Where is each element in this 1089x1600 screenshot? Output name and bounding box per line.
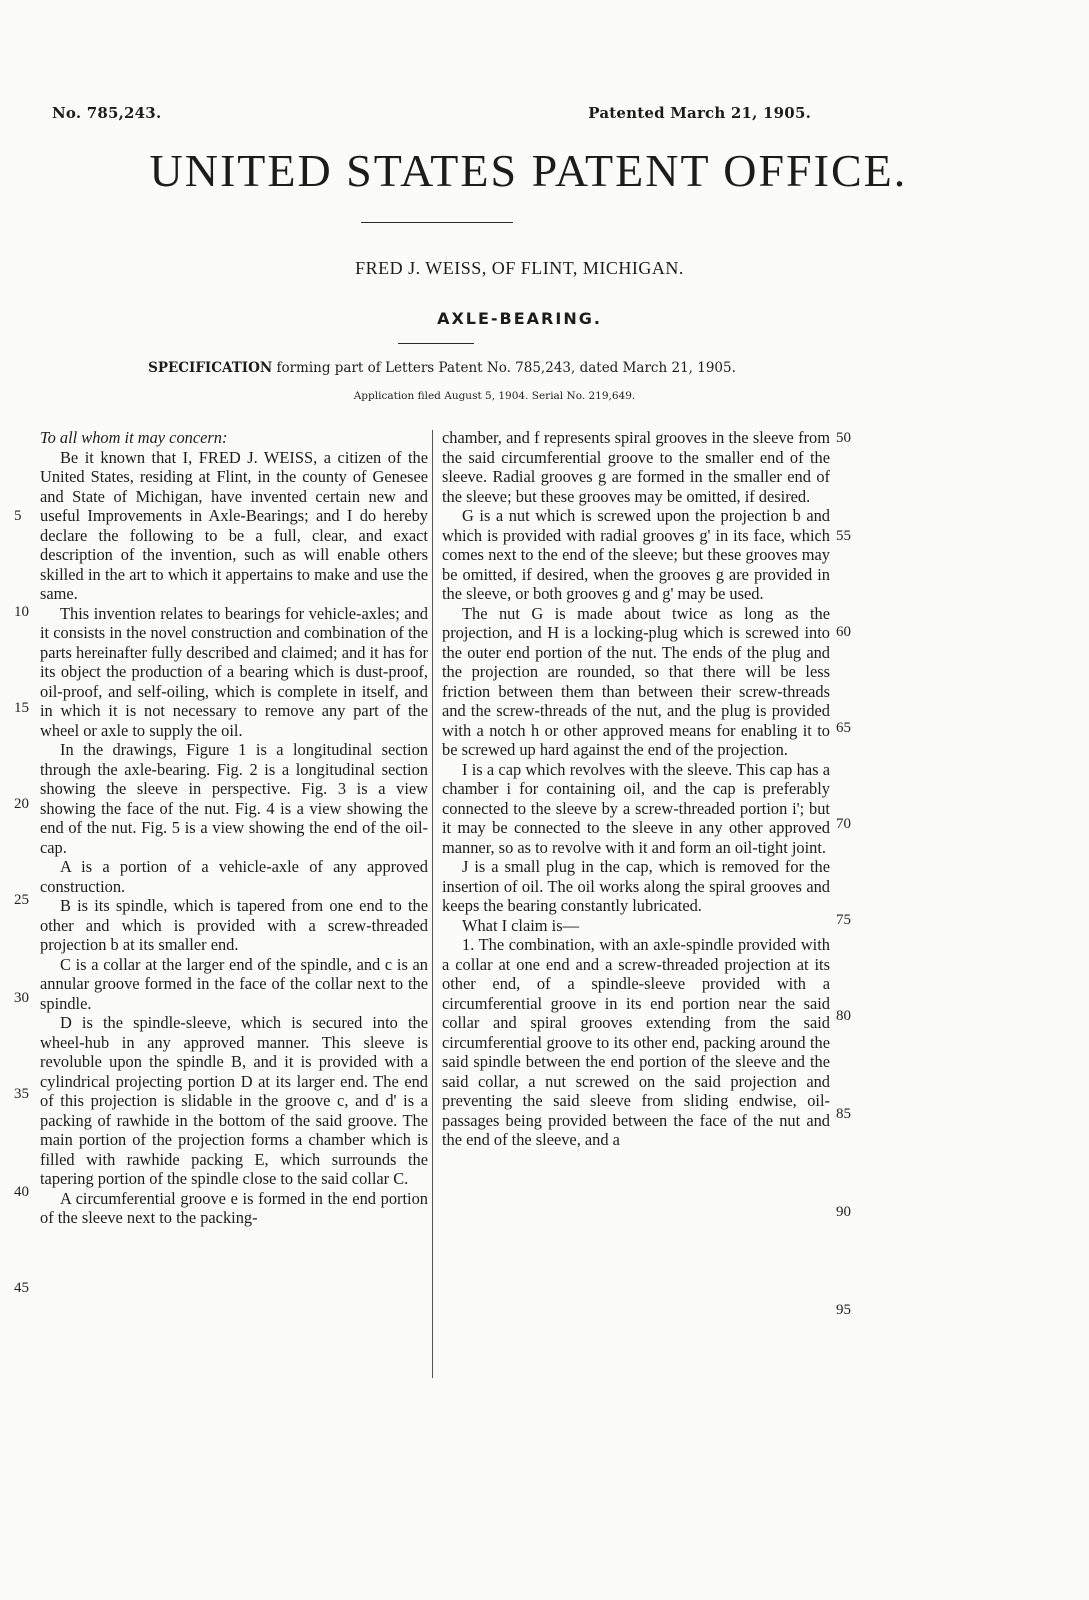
paragraph: chamber, and f represents spiral grooves in the sleeve from the said circumferential groove to the smaller end of the sleeve. Radial grooves g are formed in the smaller end of the sleeve; but these grooves may be omitted, if desired.: [442, 428, 830, 506]
paragraph: C is a collar at the larger end of the spindle, and c is an annular groove formed in the face of the collar next to the spindle.: [40, 954, 428, 1013]
line-number: 70: [836, 816, 851, 832]
line-number: 95: [836, 1302, 851, 1318]
claim-1: 1. The combination, with an axle-spindle provided with a collar at one end and a screw-threaded projection at its other end, of a spindle-sleeve provided with a circumferential groove in its end portion near the said collar and spiral grooves extending from the said circumferential groove to its other end, packing around the said spindle between the end portion of the sleeve and the said collar, a nut screwed on the said projection and preventing the said sleeve from sliding endwise, oil-passages being provided between the face of the nut and the end of the sleeve, and a: [442, 935, 830, 1149]
line-number: 40: [14, 1184, 29, 1200]
line-number: 85: [836, 1106, 851, 1122]
line-number: 55: [836, 528, 851, 544]
line-number: 65: [836, 720, 851, 736]
paragraph: J is a small plug in the cap, which is removed for the insertion of oil. The oil works along the spiral grooves and keeps the bearing constantly lubricated.: [442, 857, 830, 915]
line-number: 60: [836, 624, 851, 640]
paragraph: In the drawings, Figure 1 is a longitudinal section through the axle-bearing. Fig. 2 is a longitudinal section showing the sleeve in perspective. Fig. 3 is a view showing the face of the nut. Fig. 4 is a view showing the end of the nut. Fig. 5 is a view showing the end of the oil-cap.: [40, 740, 428, 857]
application-text: Application filed August 5, 1904. Serial No. 219,649.: [353, 390, 636, 402]
specification-line: [92, 360, 792, 376]
patent-number: No. 785,243.: [52, 104, 162, 122]
invention-title-text: AXLE-BEARING.: [437, 309, 602, 328]
paragraph: The nut G is made about twice as long as the projection, and H is a locking-plug which is screwed into the outer end portion of the nut. The ends of the plug and the projection are rounded, so that there will be less friction between them than between their screw-threads and the screw-threads of the nut, and the plug is provided with a notch h or other approved means for enabling it to be screwed up hard against the end of the projection.: [442, 603, 830, 759]
line-number: 20: [14, 796, 29, 812]
line-number: 10: [14, 604, 29, 620]
paragraph: This invention relates to bearings for vehicle-axles; and it consists in the novel construction and combination of the parts hereinafter fully described and claimed; and it has for its object the production of a bearing which is dust-proof, oil-proof, and self-oiling, which is complete in itself, and in which it is not necessary to remove any part of the wheel or axle to supply the oil.: [40, 603, 428, 740]
inventor-text: FRED J. WEISS, OF FLINT, MICHIGAN.: [355, 258, 684, 278]
line-number: 35: [14, 1086, 29, 1102]
paragraph: Be it known that I, FRED J. WEISS, a citizen of the United States, residing at Flint, in the county of Genesee and State of Michigan, have invented certain new and useful Improvements in Axle-Bearings; and I do hereby declare the following to be a full, clear, and exact description of the invention, such as will enable others skilled in the art to which it appertains to make and use the same.: [40, 447, 428, 603]
line-number: 45: [14, 1280, 29, 1296]
spec-rest: forming part of Letters Patent No. 785,243, dated March 21, 1905.: [272, 360, 736, 376]
office-title-text: UNITED STATES PATENT OFFICE.: [149, 145, 908, 196]
paragraph: D is the spindle-sleeve, which is secured into the wheel-hub in any approved manner. This sleeve is revoluble upon the spindle B, and it is provided with a cylindrical projecting portion D at its larger end. The end of this projection is slidable in the groove c, and d' is a packing of rawhide in the bottom of the said groove. The main portion of the projection forms a chamber which is filled with rawhide packing E, which surrounds the tapering portion of the spindle close to the said collar C.: [40, 1013, 428, 1188]
salutation: To all whom it may concern:: [40, 428, 228, 447]
invention-rule: [398, 343, 474, 344]
line-number: 15: [14, 700, 29, 716]
office-title: [0, 144, 1089, 197]
line-number: 5: [14, 508, 22, 524]
line-number: 25: [14, 892, 29, 908]
line-number: 80: [836, 1008, 851, 1024]
paragraph: I is a cap which revolves with the sleeve. This cap has a chamber i for containing oil, and the cap is preferably connected to the sleeve by a screw-threaded portion i'; but it may be connected to the sleeve in any other approved manner, so as to revolve with it and form an oil-tight joint.: [442, 759, 830, 857]
invention-title: [0, 309, 1089, 328]
left-column: [40, 428, 428, 1228]
paragraph: G is a nut which is screwed upon the projection b and which is provided with radial grooves g' in its face, which comes next to the end of the sleeve; but these grooves may be omitted, if desired, when the grooves g are provided in the sleeve, or both grooves g and g' may be used.: [442, 506, 830, 603]
application-line: [0, 390, 1089, 402]
spec-lead: SPECIFICATION: [148, 360, 273, 376]
line-number: 30: [14, 990, 29, 1006]
claims-intro: What I claim is—: [462, 915, 579, 935]
column-divider: [432, 430, 433, 1378]
paragraph: A circumferential groove e is formed in the end portion of the sleeve next to the packing-: [40, 1188, 428, 1227]
right-column: [442, 428, 830, 1150]
patent-date: Patented March 21, 1905.: [588, 104, 811, 122]
paragraph: A is a portion of a vehicle-axle of any approved construction.: [40, 857, 428, 896]
title-rule: [361, 222, 513, 223]
line-number: 50: [836, 430, 851, 446]
line-number: 75: [836, 912, 851, 928]
inventor-line: [0, 258, 1089, 279]
line-number: 90: [836, 1204, 851, 1220]
paragraph: B is its spindle, which is tapered from one end to the other and which is provided with a screw-threaded projection b at its smaller end.: [40, 896, 428, 954]
